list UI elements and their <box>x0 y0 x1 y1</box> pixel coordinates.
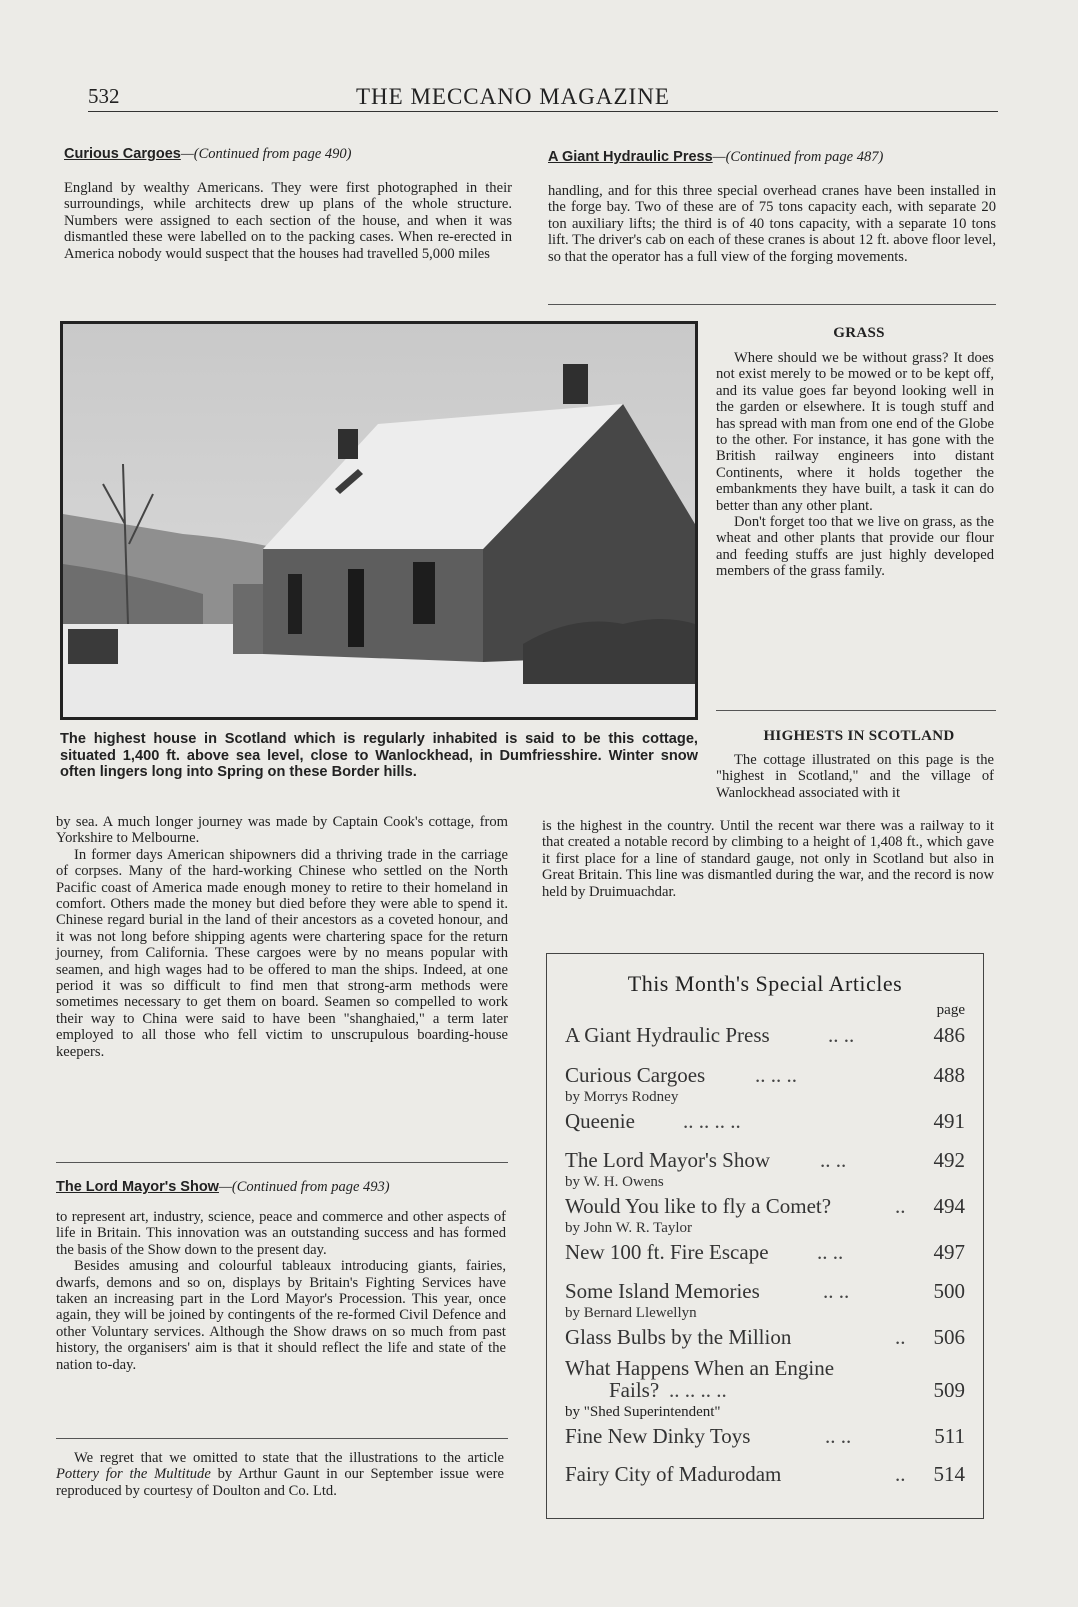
highests-text-top <box>716 752 994 801</box>
toc-item-page: 491 <box>933 1109 965 1133</box>
toc-item-dinky-toys[interactable] <box>565 1424 965 1449</box>
toc-item-title: Some Island Memories <box>565 1279 760 1303</box>
regret-note-paragraph <box>56 1450 504 1499</box>
curious-cargoes-title: Curious Cargoes <box>64 146 181 162</box>
page-number: 532 <box>88 84 120 108</box>
lord-mayor-title: The Lord Mayor's Show <box>56 1179 219 1195</box>
hydraulic-press-paragraph: handling, and for this three special overhead cranes have been installed in the forge bay. Two of these are of 75 tons capacity each, with separate 20 ton auxiliary lifts; the third is of 40 tons capacity, with a separate 10 tons lift. The driver's cab on each of these cranes is about 12 ft. above floor level, so that the operator has a full view of the forging movements. <box>548 183 996 265</box>
grass-paragraph-1: Where should we be without grass? It does not exist merely to be mowed or to be kept off, and its value goes far beyond looking well in the garden or elsewhere. It is tough stuff and has spread with man from one end of the Globe to the other. For instance, it has gone with the British railway engineers into distant Continents, where it holds together the embankments they have built, a task it can do better than any other plant. <box>716 350 994 514</box>
hydraulic-press-heading <box>548 148 998 166</box>
toc-item-comet[interactable] <box>565 1194 965 1237</box>
toc-item-engine-fails-continued[interactable] <box>609 1378 965 1403</box>
curious-cargoes-body-p2: In former days American shipowners did a thriving trade in the carriage of corpses. Many of the hard-working Chinese who settled on the North Pacific coast of America made enough money to retire to their homeland in comfort. Others made the money but died before they were able to spend it. Chinese regard burial in the land of their ancestors as a coveted honour, and it was not long before shipping agents were chartering space for the return journey, from California. These cargoes were by no means popular with seamen, and high wages had to be offered to man the ships. Indeed, at one period it was so difficult to find men that strong-arm methods were sometimes necessary to get them on board. Seamen so compelled to work their way to China were said to have been "shanghaied," a term later employed to all those who fell victim to unscrupulous boarding-house keepers. <box>56 846 508 1060</box>
toc-item-dots: .. .. <box>823 1279 850 1303</box>
lord-mayor-paragraph-1: to represent art, industry, science, peace and commerce and other aspects of life in Britain. This innovation was an outstanding success and has formed the basis of the Show down to the present day. <box>56 1209 506 1258</box>
cargoes-end-rule <box>56 1162 508 1163</box>
toc-item-title: Fine New Dinky Toys <box>565 1424 751 1448</box>
toc-title: This Month's Special Articles <box>627 971 903 996</box>
lord-mayor-text <box>56 1209 506 1373</box>
regret-note-after: by Arthur Gaunt in our September issue were reproduced by courtesy of Doulton and Co. Ltd. <box>56 1466 504 1499</box>
lord-mayor-continued: —(Continued from page 493) <box>218 1179 390 1195</box>
curious-cargoes-paragraph: England by wealthy Americans. They were first photographed in their surroundings, while architects drew up plans of the whole structure. Numbers were assigned to each section of the house, and when it was dismantled these were labelled on to the packing cases. When re-erected in America nobody would suspect that the houses had travelled 5,000 miles <box>64 180 512 262</box>
highests-paragraph-bottom: is the highest in the country. Until the recent war there was a railway to it that created a notable record by climbing to a height of 1,408 ft., which gave it first place for a line of standard gauge, not only in Scotland but also in Great Britain. This line was dismantled during the war, and the record is now held by Druimuachdar. <box>542 818 994 900</box>
toc-item-page: 486 <box>933 1023 965 1047</box>
toc-item-island-memories[interactable] <box>565 1279 965 1322</box>
toc-item-title: Fails? <box>609 1378 660 1402</box>
toc-item-title: Glass Bulbs by the Million <box>565 1325 792 1349</box>
toc-item-author: by "Shed Superintendent" <box>565 1404 721 1420</box>
toc-item-title: A Giant Hydraulic Press <box>565 1023 770 1047</box>
toc-item-curious-cargoes[interactable] <box>565 1063 965 1106</box>
toc-item-page: 497 <box>933 1240 965 1264</box>
toc-item-dots: .. <box>895 1194 906 1218</box>
lord-mayor-paragraph-2: Besides amusing and colourful tableaux introducing giants, fairies, dwarfs, demons and so on, displays by Britain's Fighting Services have taken an increasing part in the Lord Mayor's Procession. This year, once again, they will be joined by contingents of the re-formed Civil Defence and other Voluntary services. Although the Show draws on so much from past history, the organisers' aim is that it should reflect the life and state of the nation to-day. <box>56 1258 506 1373</box>
toc-item-dots: .. .. .. .. <box>683 1109 741 1133</box>
toc-item-page: 506 <box>933 1325 965 1349</box>
toc-item-dots: .. <box>895 1325 906 1349</box>
toc-item-dots: .. .. <box>820 1148 847 1172</box>
toc-item-glass-bulbs[interactable] <box>565 1325 965 1350</box>
toc-item-page: 511 <box>934 1424 965 1448</box>
toc-item-fire-escape[interactable] <box>565 1240 965 1265</box>
toc-item-page: 509 <box>933 1378 965 1402</box>
toc-item-page: 500 <box>933 1279 965 1303</box>
curious-cargoes-body <box>56 814 508 1060</box>
toc-item-queenie[interactable] <box>565 1109 965 1134</box>
toc-item-title: What Happens When an Engine <box>565 1356 835 1380</box>
header-rule <box>88 111 998 112</box>
regret-note-article-title: Pottery for the Multitude <box>56 1466 211 1483</box>
toc-item-title: New 100 ft. Fire Escape <box>565 1240 769 1264</box>
hydraulic-press-text <box>548 183 996 265</box>
hydraulic-press-title: A Giant Hydraulic Press <box>548 149 713 165</box>
cottage-photo-illustration <box>63 324 695 717</box>
magazine-title: THE MECCANO MAGAZINE <box>356 84 670 109</box>
hydraulic-press-end-rule <box>548 304 996 305</box>
regret-note <box>56 1450 504 1499</box>
toc-item-author: by W. H. Owens <box>565 1174 664 1190</box>
toc-item-author: by Bernard Llewellyn <box>565 1305 697 1321</box>
toc-item-dots: .. .. <box>825 1424 852 1448</box>
toc-item-hydraulic-press[interactable] <box>565 1023 965 1048</box>
hydraulic-press-continued: —(Continued from page 487) <box>712 149 884 165</box>
grass-heading: GRASS <box>833 325 885 341</box>
toc-item-title: The Lord Mayor's Show <box>565 1148 771 1172</box>
curious-cargoes-heading <box>64 145 514 163</box>
toc-item-page: 488 <box>933 1063 965 1087</box>
grass-paragraph-2: Don't forget too that we live on grass, as the wheat and other plants that provide our flour and feeding stuffs are just highly developed members of the grass family. <box>716 514 994 580</box>
special-articles-box <box>546 953 984 1519</box>
toc-item-dots: .. .. <box>828 1023 855 1047</box>
lord-mayor-heading <box>56 1178 516 1196</box>
toc-item-page: 514 <box>933 1462 965 1486</box>
toc-item-madurodam[interactable] <box>565 1462 965 1487</box>
toc-item-author: by Morrys Rodney <box>565 1089 679 1105</box>
photo-caption: The highest house in Scotland which is regularly inhabited is said to be this cottage, situated 1,400 ft. above sea level, close to Wanlockhead, in Dumfriesshire. Winter snow often lingers long into Spring on these Border hills. <box>60 731 698 781</box>
regret-note-before: We regret that we omitted to state that the illustrations to the article <box>74 1450 504 1466</box>
toc-item-page: 492 <box>933 1148 965 1172</box>
grass-end-rule <box>716 710 996 711</box>
toc-page-label: page <box>936 1002 965 1018</box>
toc-item-dots: .. .. .. <box>755 1063 797 1087</box>
toc-item-dots: .. .. .. .. <box>669 1378 727 1402</box>
toc-item-title: Fairy City of Madurodam <box>565 1462 782 1486</box>
toc-item-title: Curious Cargoes <box>565 1063 706 1087</box>
toc-item-author: by John W. R. Taylor <box>565 1220 693 1236</box>
curious-cargoes-continued: —(Continued from page 490) <box>180 146 352 162</box>
grass-text <box>716 350 994 580</box>
curious-cargoes-top-text <box>64 180 512 262</box>
toc-item-page: 494 <box>933 1194 965 1218</box>
toc-item-title: Would You like to fly a Comet? <box>565 1194 832 1218</box>
toc-item-dots: .. .. <box>817 1240 844 1264</box>
highests-text-bottom <box>542 818 994 900</box>
curious-cargoes-body-p1: by sea. A much longer journey was made by Captain Cook's cottage, from Yorkshire to Melbourne. <box>56 814 508 847</box>
toc-item-lord-mayor[interactable] <box>565 1148 965 1191</box>
toc-item-title: Queenie <box>565 1109 635 1133</box>
cottage-photograph <box>60 321 698 720</box>
lord-mayor-end-rule <box>56 1438 508 1439</box>
highests-heading: HIGHESTS IN SCOTLAND <box>763 728 955 744</box>
highests-paragraph-top: The cottage illustrated on this page is the "highest in Scotland," and the village of Wanlockhead associated with it <box>716 752 994 801</box>
toc-item-dots: .. <box>895 1462 906 1486</box>
